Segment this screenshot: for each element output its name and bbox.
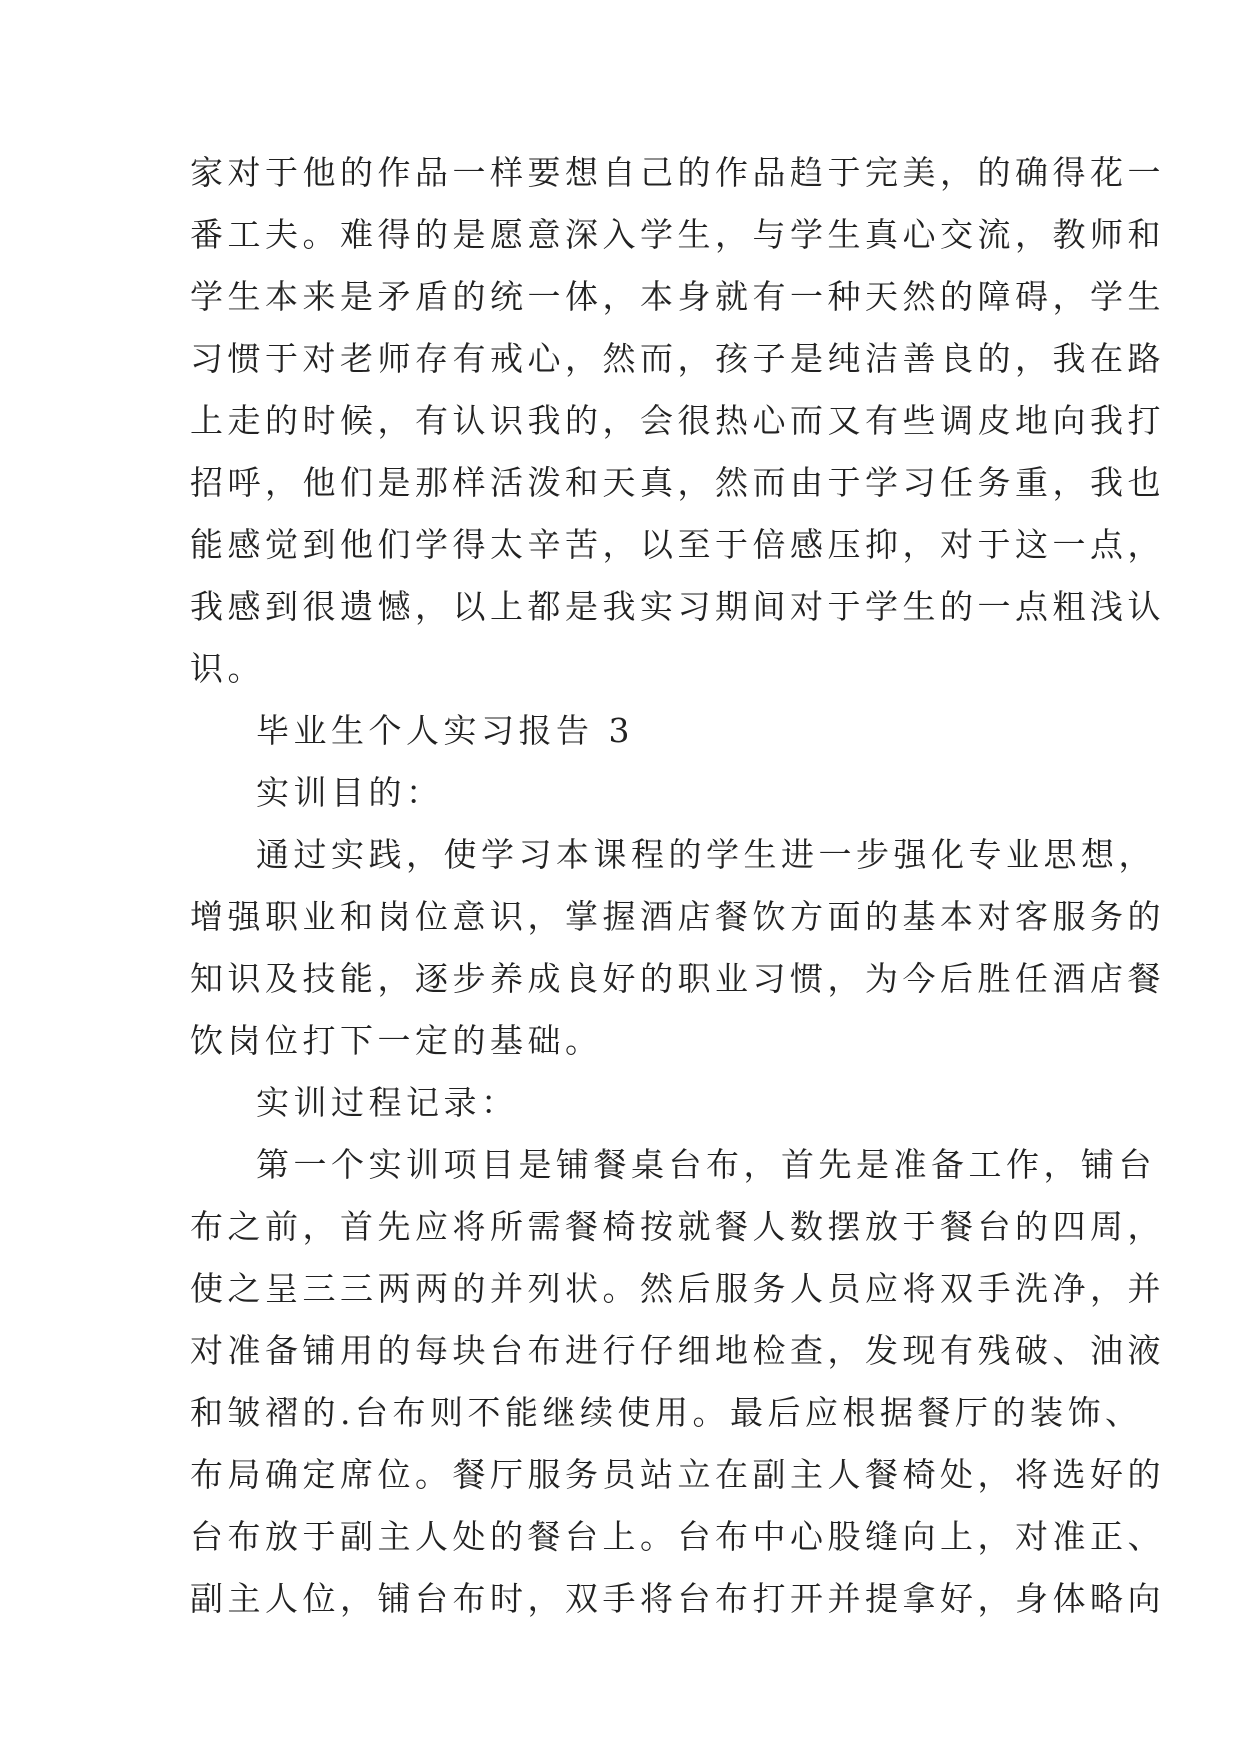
body-text-line: 学生本来是矛盾的统一体，本身就有一种天然的障碍，学生 [190, 277, 1165, 316]
body-text-line: 通过实践，使学习本课程的学生进一步强化专业思想， [256, 835, 1156, 874]
body-text-line: 知识及技能，逐步养成良好的职业习惯，为今后胜任酒店餐 [190, 959, 1165, 998]
body-text-line: 和皱褶的.台布则不能继续使用。最后应根据餐厅的装饰、 [190, 1393, 1143, 1432]
body-text-line: 对准备铺用的每块台布进行仔细地检查，发现有残破、油液 [190, 1331, 1165, 1370]
body-text-line: 第一个实训项目是铺餐桌台布，首先是准备工作，铺台 [256, 1145, 1156, 1184]
body-text-line: 我感到很遗憾，以上都是我实习期间对于学生的一点粗浅认 [190, 587, 1165, 626]
subsection-heading: 实训目的： [256, 773, 444, 812]
body-text-line: 台布放于副主人处的餐台上。台布中心股缝向上，对准正、 [190, 1517, 1165, 1556]
body-text-line: 饮岗位打下一定的基础。 [190, 1021, 603, 1060]
body-text-line: 上走的时候，有认识我的，会很热心而又有些调皮地向我打 [190, 401, 1165, 440]
body-text-line: 能感觉到他们学得太辛苦，以至于倍感压抑，对于这一点， [190, 525, 1165, 564]
body-text-line: 布之前，首先应将所需餐椅按就餐人数摆放于餐台的四周， [190, 1207, 1165, 1246]
subsection-heading: 实训过程记录： [256, 1083, 519, 1122]
section-heading: 毕业生个人实习报告 3 [256, 711, 634, 750]
body-text-line: 使之呈三三两两的并列状。然后服务人员应将双手洗净，并 [190, 1269, 1165, 1308]
body-text-line: 习惯于对老师存有戒心，然而，孩子是纯洁善良的，我在路 [190, 339, 1165, 378]
body-text-line: 副主人位，铺台布时，双手将台布打开并提拿好，身体略向 [190, 1579, 1165, 1618]
body-text-line: 识。 [190, 649, 265, 688]
body-text-line: 增强职业和岗位意识，掌握酒店餐饮方面的基本对客服务的 [190, 897, 1165, 936]
body-text-line: 家对于他的作品一样要想自己的作品趋于完美，的确得花一 [190, 153, 1165, 192]
body-text-line: 番工夫。难得的是愿意深入学生，与学生真心交流，教师和 [190, 215, 1165, 254]
body-text-line: 招呼，他们是那样活泼和天真，然而由于学习任务重，我也 [190, 463, 1165, 502]
body-text-line: 布局确定席位。餐厅服务员站立在副主人餐椅处，将选好的 [190, 1455, 1165, 1494]
